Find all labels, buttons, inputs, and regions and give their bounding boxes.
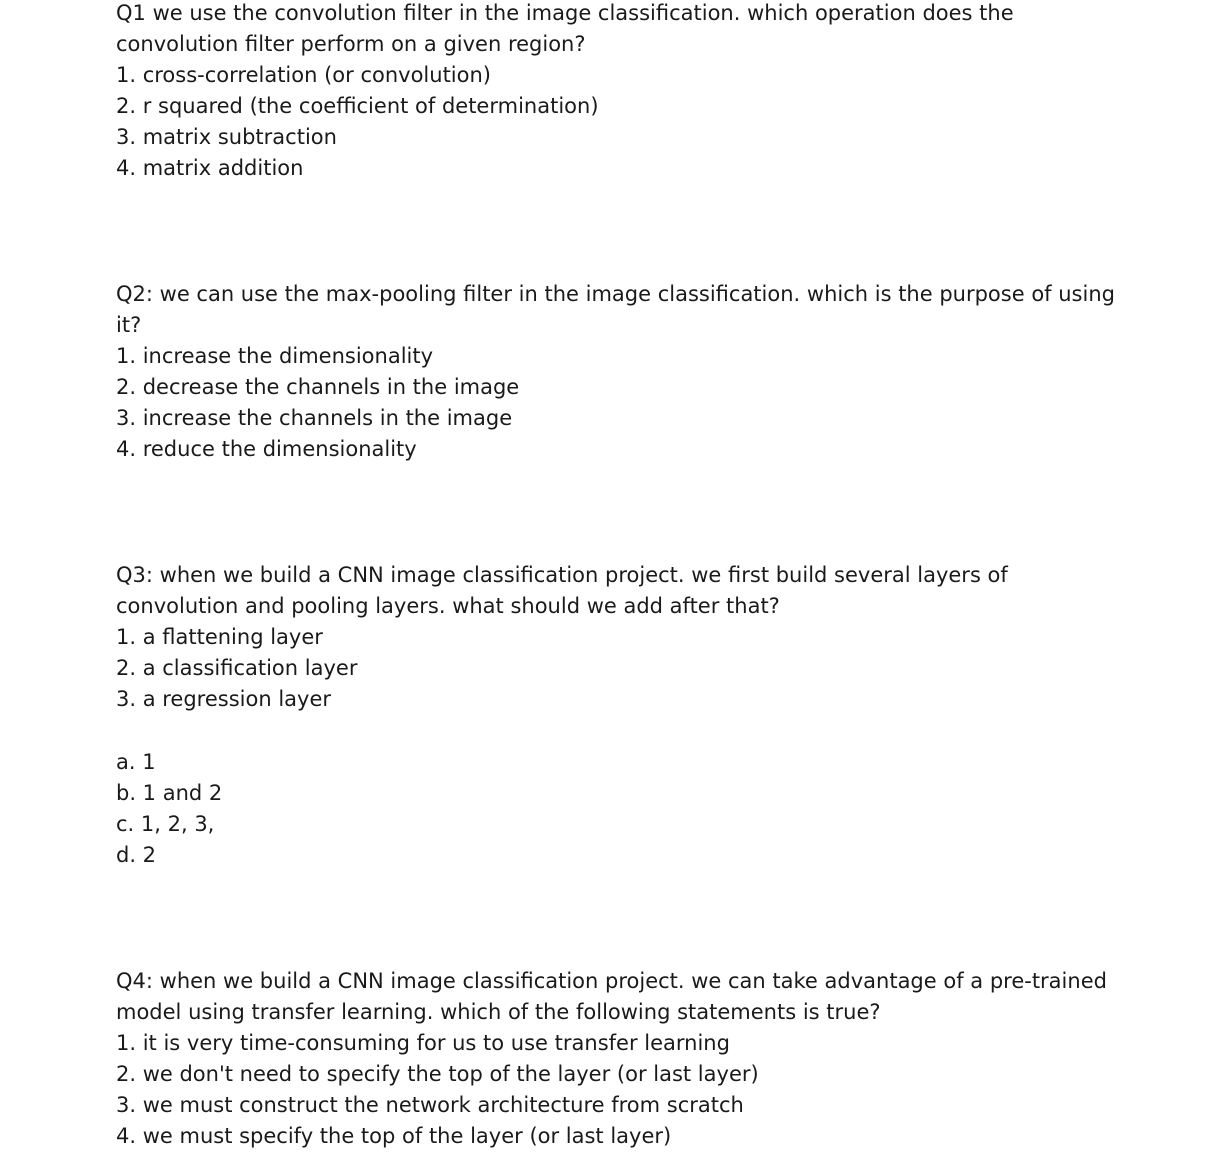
question-3-prompt-line-2: convolution and pooling layers. what should we add after that? xyxy=(116,594,780,618)
question-1-option-4: 4. matrix addition xyxy=(116,156,304,180)
question-2-option-2: 2. decrease the channels in the image xyxy=(116,375,520,399)
question-1-prompt-line-2: convolution filter perform on a given region? xyxy=(116,32,586,56)
question-2-prompt-line-1: Q2: we can use the max-pooling filter in the image classification. which is the purpose of using xyxy=(116,282,1115,306)
question-1-option-3: 3. matrix subtraction xyxy=(116,125,337,149)
question-3-answer-b: b. 1 and 2 xyxy=(116,781,223,805)
question-2-option-4: 4. reduce the dimensionality xyxy=(116,437,417,461)
question-3-option-1: 1. a flattening layer xyxy=(116,625,323,649)
question-2-option-1: 1. increase the dimensionality xyxy=(116,344,434,368)
question-4-option-3: 3. we must construct the network architecture from scratch xyxy=(116,1093,744,1117)
question-4-prompt-line-2: model using transfer learning. which of the following statements is true? xyxy=(116,1000,881,1024)
question-3-answer-c: c. 1, 2, 3, xyxy=(116,812,215,836)
question-3-option-2: 2. a classification layer xyxy=(116,656,358,680)
question-1-prompt-line-1: Q1 we use the convolution filter in the image classification. which operation does the xyxy=(116,1,1014,25)
question-3-option-3: 3. a regression layer xyxy=(116,687,332,711)
question-2-prompt-line-2: it? xyxy=(116,313,142,337)
question-1-option-2: 2. r squared (the coefficient of determination) xyxy=(116,94,599,118)
question-4-prompt-line-1: Q4: when we build a CNN image classification project. we can take advantage of a pre-trained xyxy=(116,969,1107,993)
question-4-option-2: 2. we don't need to specify the top of the layer (or last layer) xyxy=(116,1062,759,1086)
question-4-option-4: 4. we must specify the top of the layer (or last layer) xyxy=(116,1124,672,1148)
question-2-option-3: 3. increase the channels in the image xyxy=(116,406,513,430)
question-3-answer-a: a. 1 xyxy=(116,750,156,774)
question-4-option-1: 1. it is very time-consuming for us to use transfer learning xyxy=(116,1031,730,1055)
question-3-answer-d: d. 2 xyxy=(116,843,157,867)
question-1-option-1: 1. cross-correlation (or convolution) xyxy=(116,63,491,87)
question-3-prompt-line-1: Q3: when we build a CNN image classification project. we first build several layers of xyxy=(116,563,1008,587)
